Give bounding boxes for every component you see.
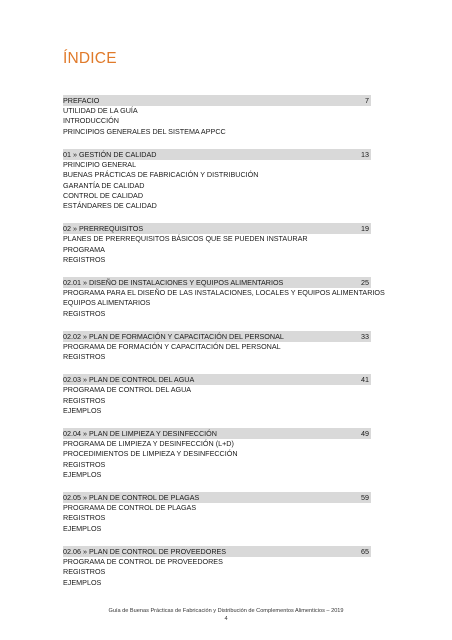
toc-sub-entry: PRINCIPIOS GENERALES DEL SISTEMA APPCC (63, 126, 226, 136)
toc-page-number: 65 (361, 546, 369, 556)
toc-section (63, 277, 385, 319)
toc-section-heading: 02.06 » PLAN DE CONTROL DE PROVEEDORES (63, 546, 227, 556)
toc-sub-entry: EJEMPLOS (63, 523, 102, 533)
toc-sub-entry: PROGRAMA DE CONTROL DE PLAGAS (63, 503, 197, 513)
page-title: ÍNDICE (63, 50, 117, 67)
toc-section-heading: 02.03 » PLAN DE CONTROL DEL AGUA (63, 375, 195, 385)
footer-page-number: 4 (224, 616, 228, 622)
toc-sub-entry: PROGRAMA PARA EL DISEÑO DE LAS INSTALACIONES, LOCALES Y EQUIPOS ALIMENTARIOS (63, 288, 385, 298)
toc-sub-entry: BUENAS PRÁCTICAS DE FABRICACIÓN Y DISTRIBUCIÓN (63, 170, 259, 180)
toc-sub-entry: PROGRAMA DE CONTROL DEL AGUA (63, 385, 192, 395)
toc-section-heading: 02.04 » PLAN DE LIMPIEZA Y DESINFECCIÓN (63, 428, 217, 438)
toc-section (63, 331, 371, 363)
toc-sub-entry: EJEMPLOS (63, 405, 102, 415)
toc-sub-entry: UTILIDAD DE LA GUÍA (63, 106, 138, 116)
toc-page-number: 19 (361, 224, 369, 234)
toc-sub-entry: REGISTROS (63, 395, 106, 405)
toc-section-heading-row[interactable] (63, 492, 371, 503)
footer-text: Guía de Buenas Prácticas de Fabricación y Distribución de Complementos Alimenticios – 2019 (108, 608, 344, 614)
toc-section-heading-row[interactable] (63, 374, 371, 385)
toc-section-heading-row[interactable] (63, 149, 371, 160)
toc-sub-entry: REGISTROS (63, 352, 106, 362)
toc-section-heading: 02 » PRERREQUISITOS (63, 224, 144, 234)
toc-sub-entry: PROGRAMA DE CONTROL DE PROVEEDORES (63, 556, 223, 566)
toc-page-number: 49 (361, 428, 369, 438)
toc-sub-entry: REGISTROS (63, 308, 106, 318)
toc-sub-entry: REGISTROS (63, 254, 106, 264)
toc-section (63, 223, 371, 265)
toc-sub-entry: PLANES DE PRERREQUISITOS BÁSICOS QUE SE PUEDEN INSTAURAR (63, 234, 308, 244)
toc-page-number: 41 (361, 375, 369, 385)
toc-section-heading: 02.02 » PLAN DE FORMACIÓN Y CAPACITACIÓN DEL PERSONAL (63, 331, 284, 341)
toc-section (63, 95, 371, 137)
toc-sub-entry: EQUIPOS ALIMENTARIOS (63, 298, 151, 308)
table-of-contents (63, 95, 385, 599)
toc-page-number: 25 (361, 277, 369, 287)
toc-sub-entry: PROGRAMA DE LIMPIEZA Y DESINFECCIÓN (L+D) (63, 439, 234, 449)
toc-section (63, 374, 371, 416)
toc-section (63, 428, 371, 480)
toc-page-number: 59 (361, 492, 369, 502)
toc-section-heading-row[interactable] (63, 277, 371, 288)
toc-sub-entry: PROGRAMA (63, 244, 105, 254)
toc-sub-entry: REGISTROS (63, 459, 106, 469)
toc-sub-entry: REGISTROS (63, 513, 106, 523)
toc-sub-entry: EJEMPLOS (63, 469, 102, 479)
toc-sub-entry: PROCEDIMIENTOS DE LIMPIEZA Y DESINFECCIÓN (63, 449, 238, 459)
toc-section-heading-row[interactable] (63, 95, 371, 106)
toc-sub-entry: REGISTROS (63, 567, 106, 577)
toc-section (63, 149, 371, 212)
toc-section (63, 546, 371, 588)
toc-section-heading: 02.01 » DISEÑO DE INSTALACIONES Y EQUIPOS ALIMENTARIOS (63, 277, 284, 287)
toc-section-heading-row[interactable] (63, 223, 371, 234)
toc-page-number: 7 (365, 96, 369, 105)
toc-sub-entry: INTRODUCCIÓN (63, 116, 119, 126)
toc-page-number: 13 (361, 149, 369, 159)
toc-sub-entry: ESTÁNDARES DE CALIDAD (63, 201, 157, 211)
toc-section-heading: PREFACIO (63, 96, 100, 105)
toc-section-heading: 02.05 » PLAN DE CONTROL DE PLAGAS (63, 492, 200, 502)
toc-section-heading: 01 » GESTIÓN DE CALIDAD (63, 149, 157, 159)
toc-sub-entry: GARANTÍA DE CALIDAD (63, 180, 145, 190)
toc-page-number: 33 (361, 331, 369, 341)
toc-section (63, 492, 371, 534)
toc-section-heading-row[interactable] (63, 546, 371, 557)
toc-section-heading-row[interactable] (63, 428, 371, 439)
toc-sub-entry: EJEMPLOS (63, 577, 102, 587)
page-footer (0, 607, 452, 623)
toc-section-heading-row[interactable] (63, 331, 371, 342)
toc-sub-entry: CONTROL DE CALIDAD (63, 190, 144, 200)
toc-sub-entry: PROGRAMA DE FORMACIÓN Y CAPACITACIÓN DEL PERSONAL (63, 341, 281, 351)
toc-sub-entry: PRINCIPIO GENERAL (63, 159, 137, 169)
